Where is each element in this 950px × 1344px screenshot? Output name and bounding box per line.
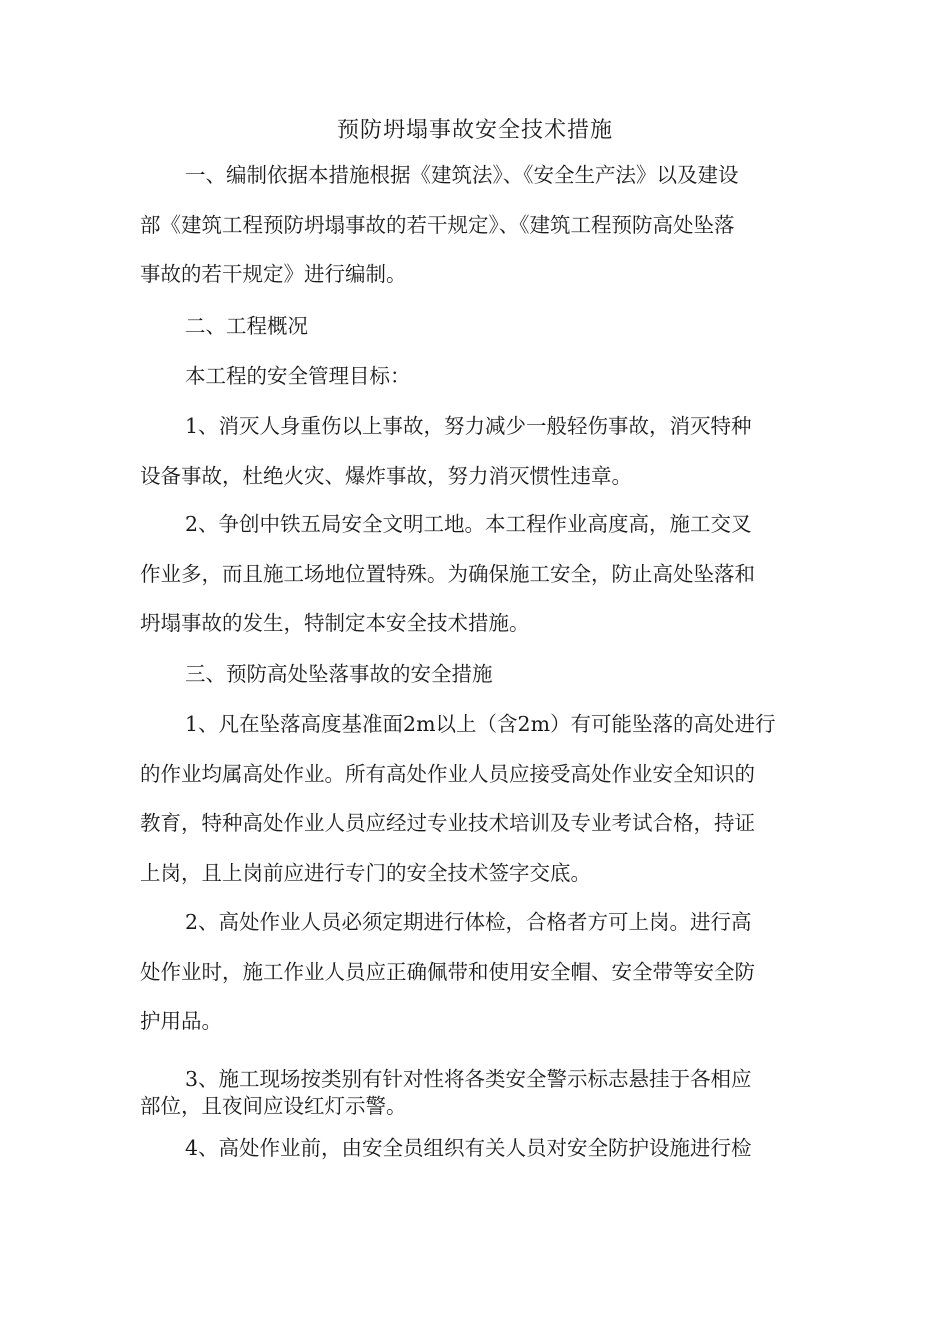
measure2-paragraph	[140, 898, 820, 1047]
section1-line-3: 事故的若干规定》进行编制。	[140, 262, 407, 286]
goal2-paragraph	[140, 500, 820, 649]
goal2-line-1: 2、争创中铁五局安全文明工地。本工程作业高度高，施工交叉	[185, 512, 752, 536]
section3-heading-paragraph	[140, 650, 820, 700]
section1-line-2: 部《建筑工程预防坍塌事故的若干规定》、《建筑工程预防高处坠落	[140, 212, 735, 237]
goal1-paragraph	[140, 402, 820, 501]
goal-heading: 本工程的安全管理目标：	[185, 364, 411, 388]
section2-heading: 二、工程概况	[185, 314, 308, 338]
measure2-line-1: 2、高处作业人员必须定期进行体检，合格者方可上岗。进行高	[185, 910, 752, 934]
measure1-paragraph	[140, 700, 820, 898]
measure2-line-2: 处作业时，施工作业人员应正确佩带和使用安全帽、安全带等安全防	[140, 959, 755, 984]
section1-line-1: 一、编制依据本措施根据《建筑法》、《安全生产法》以及建设	[185, 163, 739, 187]
goal2-line-2: 作业多，而且施工场地位置特殊。为确保施工安全，防止高处坠落和	[140, 561, 755, 586]
document-title: 预防坍塌事故安全技术措施	[336, 118, 613, 143]
section1-paragraph	[140, 151, 820, 300]
measure3-paragraph	[140, 1066, 820, 1120]
measure3-line-2: 部位，且夜间应设红灯示警。	[140, 1094, 407, 1118]
section3-heading: 三、预防高处坠落事故的安全措施	[185, 662, 493, 686]
measure4-line-1: 4、高处作业前，由安全员组织有关人员对安全防护设施进行检	[185, 1136, 752, 1160]
goal1-line-1: 1、消灭人身重伤以上事故，努力减少一般轻伤事故，消灭特种	[185, 414, 752, 438]
measure3-line-1: 3、施工现场按类别有针对性将各类安全警示标志悬挂于各相应	[185, 1067, 752, 1091]
measure1-line-2: 的作业均属高处作业。所有高处作业人员应接受高处作业安全知识的	[140, 761, 755, 786]
measure2-line-3: 护用品。	[140, 1009, 222, 1033]
measure1-line-1: 1、凡在坠落高度基准面2m以上（含2m）有可能坠落的高处进行	[185, 712, 776, 736]
section2-heading-paragraph	[140, 302, 820, 352]
measure1-line-4: 上岗，且上岗前应进行专门的安全技术签字交底。	[140, 860, 591, 885]
goal1-line-2: 设备事故，杜绝火灾、爆炸事故，努力消灭惯性违章。	[140, 463, 632, 488]
measure4-paragraph	[140, 1124, 820, 1174]
goal-heading-paragraph	[140, 352, 820, 402]
measure1-line-3: 教育，特种高处作业人员应经过专业技术培训及专业考试合格，持证	[140, 811, 755, 835]
goal2-line-3: 坍塌事故的发生，特制定本安全技术措施。	[140, 611, 530, 635]
